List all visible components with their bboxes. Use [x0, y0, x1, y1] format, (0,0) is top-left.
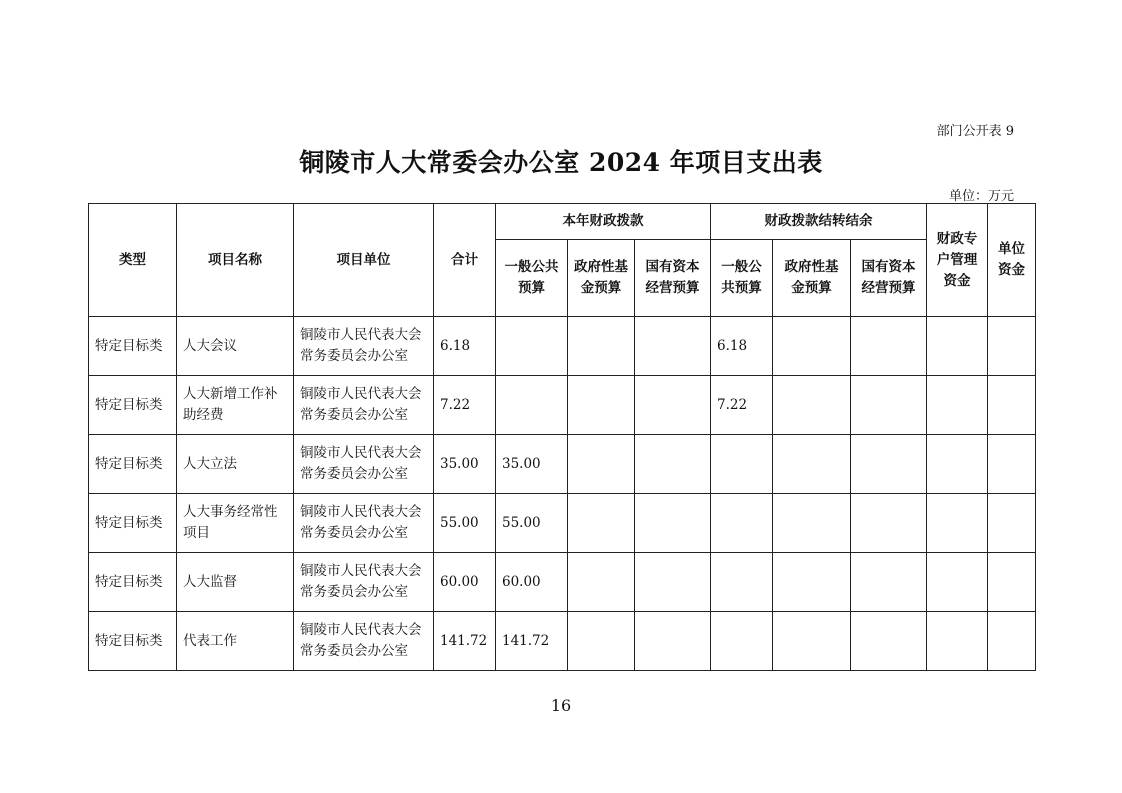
header-total: 合计	[434, 204, 496, 317]
cell-general-carryover	[711, 435, 773, 494]
cell-own	[988, 612, 1036, 671]
cell-project-name: 人大新增工作补助经费	[177, 376, 294, 435]
cell-special	[927, 376, 988, 435]
cell-general: 141.72	[496, 612, 568, 671]
cell-fund	[568, 435, 635, 494]
table-number-label: 部门公开表 9	[936, 124, 1014, 139]
cell-own	[988, 376, 1036, 435]
cell-capital	[635, 494, 711, 553]
page-number: 16	[550, 696, 572, 715]
header-general-budget: 一般公共预算	[496, 240, 568, 317]
cell-type: 特定目标类	[89, 494, 177, 553]
cell-own	[988, 553, 1036, 612]
cell-project-name: 人大事务经常性项目	[177, 494, 294, 553]
cell-fund	[568, 494, 635, 553]
cell-capital-carryover	[851, 494, 927, 553]
cell-project-unit: 铜陵市人民代表大会常务委员会办公室	[294, 376, 434, 435]
cell-capital-carryover	[851, 435, 927, 494]
header-project-name: 项目名称	[177, 204, 294, 317]
cell-general: 60.00	[496, 553, 568, 612]
cell-fund-carryover	[773, 553, 851, 612]
header-state-capital-budget-carryover: 国有资本经营预算	[851, 240, 927, 317]
header-general-budget-carryover: 一般公共预算	[711, 240, 773, 317]
cell-total: 7.22	[434, 376, 496, 435]
header-special-account-funds: 财政专户管理资金	[927, 204, 988, 317]
cell-capital	[635, 317, 711, 376]
header-state-capital-budget: 国有资本经营预算	[635, 240, 711, 317]
cell-own	[988, 494, 1036, 553]
cell-general	[496, 317, 568, 376]
cell-general-carryover	[711, 494, 773, 553]
cell-total: 55.00	[434, 494, 496, 553]
cell-project-name: 人大监督	[177, 553, 294, 612]
table-row	[89, 317, 1036, 376]
cell-capital-carryover	[851, 553, 927, 612]
cell-fund-carryover	[773, 494, 851, 553]
cell-total: 141.72	[434, 612, 496, 671]
table-row	[89, 494, 1036, 553]
cell-total: 60.00	[434, 553, 496, 612]
cell-capital-carryover	[851, 376, 927, 435]
cell-fund	[568, 376, 635, 435]
cell-special	[927, 553, 988, 612]
cell-general-carryover: 6.18	[711, 317, 773, 376]
cell-total: 6.18	[434, 317, 496, 376]
cell-fund	[568, 553, 635, 612]
cell-capital	[635, 553, 711, 612]
cell-special	[927, 494, 988, 553]
header-type: 类型	[89, 204, 177, 317]
cell-project-unit: 铜陵市人民代表大会常务委员会办公室	[294, 317, 434, 376]
cell-total: 35.00	[434, 435, 496, 494]
cell-capital	[635, 435, 711, 494]
header-unit-funds: 单位资金	[988, 204, 1036, 317]
cell-own	[988, 435, 1036, 494]
cell-project-name: 人大会议	[177, 317, 294, 376]
cell-project-unit: 铜陵市人民代表大会常务委员会办公室	[294, 612, 434, 671]
cell-type: 特定目标类	[89, 553, 177, 612]
cell-capital-carryover	[851, 612, 927, 671]
cell-capital	[635, 612, 711, 671]
header-current-year-appropriation: 本年财政拨款	[496, 204, 711, 240]
cell-fund-carryover	[773, 376, 851, 435]
cell-special	[927, 612, 988, 671]
cell-type: 特定目标类	[89, 435, 177, 494]
cell-capital	[635, 376, 711, 435]
cell-project-name: 人大立法	[177, 435, 294, 494]
page-title: 铜陵市人大常委会办公室 2024 年项目支出表	[299, 148, 823, 177]
header-carryover-balance: 财政拨款结转结余	[711, 204, 927, 240]
table-row	[89, 435, 1036, 494]
table-row	[89, 376, 1036, 435]
cell-fund-carryover	[773, 612, 851, 671]
table-row	[89, 612, 1036, 671]
cell-project-unit: 铜陵市人民代表大会常务委员会办公室	[294, 553, 434, 612]
cell-type: 特定目标类	[89, 317, 177, 376]
cell-own	[988, 317, 1036, 376]
table-row	[89, 553, 1036, 612]
header-gov-fund-budget: 政府性基金预算	[568, 240, 635, 317]
cell-general	[496, 376, 568, 435]
header-gov-fund-budget-carryover: 政府性基金预算	[773, 240, 851, 317]
unit-label: 单位：万元	[948, 189, 1014, 204]
cell-type: 特定目标类	[89, 612, 177, 671]
cell-fund	[568, 612, 635, 671]
cell-general-carryover: 7.22	[711, 376, 773, 435]
cell-general-carryover	[711, 612, 773, 671]
cell-type: 特定目标类	[89, 376, 177, 435]
cell-capital-carryover	[851, 317, 927, 376]
cell-fund	[568, 317, 635, 376]
cell-general: 35.00	[496, 435, 568, 494]
cell-general: 55.00	[496, 494, 568, 553]
project-expenditure-table	[88, 203, 1036, 671]
cell-project-unit: 铜陵市人民代表大会常务委员会办公室	[294, 435, 434, 494]
header-project-unit: 项目单位	[294, 204, 434, 317]
cell-general-carryover	[711, 553, 773, 612]
cell-special	[927, 317, 988, 376]
cell-fund-carryover	[773, 317, 851, 376]
cell-fund-carryover	[773, 435, 851, 494]
cell-project-name: 代表工作	[177, 612, 294, 671]
cell-project-unit: 铜陵市人民代表大会常务委员会办公室	[294, 494, 434, 553]
cell-special	[927, 435, 988, 494]
